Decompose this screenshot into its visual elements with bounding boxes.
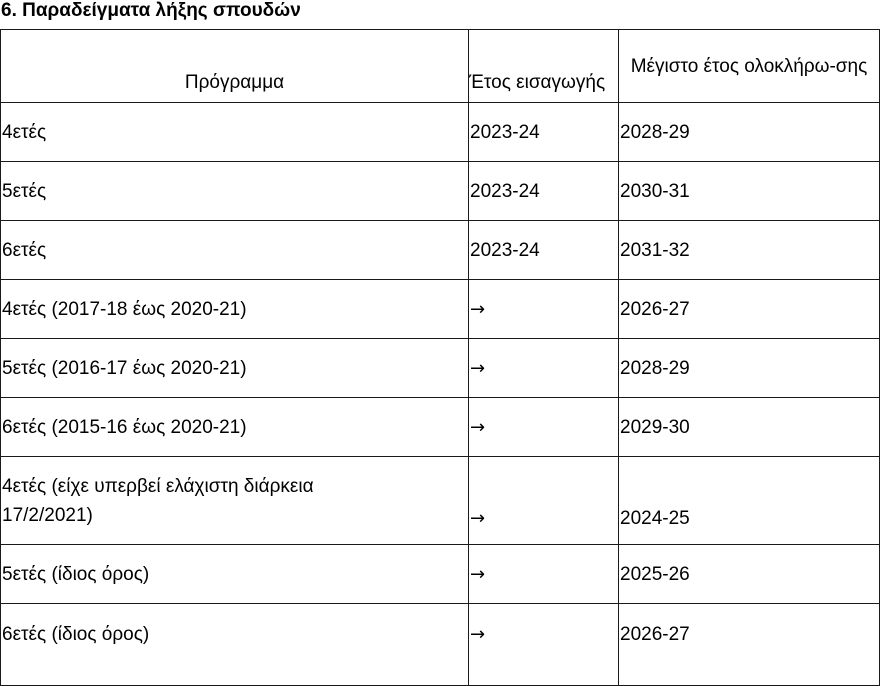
- right-arrow-icon: →: [470, 624, 486, 645]
- right-arrow-icon: →: [470, 357, 486, 379]
- max-year-cell: 2029-30: [619, 398, 880, 457]
- header-program: Πρόγραμμα: [1, 30, 469, 103]
- max-year-cell: 2026-27: [619, 604, 880, 686]
- program-cell: 5ετές: [1, 162, 469, 221]
- table-row: [1, 103, 880, 162]
- intake-year-cell: [469, 280, 619, 339]
- intake-year-cell: [469, 545, 619, 604]
- section-title: 6. Παραδείγματα λήξης σπουδών: [1, 0, 301, 21]
- table-row: [1, 221, 880, 280]
- max-year-cell: 2028-29: [619, 339, 880, 398]
- program-cell: 6ετές (ίδιος όρος): [1, 604, 469, 686]
- max-year-cell: 2028-29: [619, 103, 880, 162]
- table-row: [1, 457, 880, 545]
- header-max-completion-year: Μέγιστο έτος ολοκλήρω-σης: [619, 30, 880, 103]
- program-cell: 4ετές (2017-18 έως 2020-21): [1, 280, 469, 339]
- intake-year-cell: [469, 339, 619, 398]
- intake-year-cell: [469, 604, 619, 686]
- right-arrow-icon: →: [470, 563, 486, 585]
- program-cell: 4ετές: [1, 103, 469, 162]
- table-row: [1, 545, 880, 604]
- max-year-cell: 2031-32: [619, 221, 880, 280]
- right-arrow-icon: →: [470, 298, 486, 320]
- right-arrow-icon: →: [470, 508, 486, 529]
- program-cell: 6ετές (2015-16 έως 2020-21): [1, 398, 469, 457]
- program-cell: 6ετές: [1, 221, 469, 280]
- table-row: [1, 398, 880, 457]
- table-row: [1, 162, 880, 221]
- max-year-cell: 2024-25: [619, 457, 880, 545]
- intake-year-cell: 2023-24: [469, 162, 619, 221]
- intake-year-cell: 2023-24: [469, 103, 619, 162]
- max-year-cell: 2026-27: [619, 280, 880, 339]
- table-row: [1, 280, 880, 339]
- intake-year-cell: 2023-24: [469, 221, 619, 280]
- max-year-cell: 2030-31: [619, 162, 880, 221]
- program-cell: 5ετές (ίδιος όρος): [1, 545, 469, 604]
- max-year-cell: 2025-26: [619, 545, 880, 604]
- table-row: [1, 339, 880, 398]
- intake-year-cell: [469, 398, 619, 457]
- table-row: [1, 604, 880, 686]
- header-intake-year: Έτος εισαγωγής: [469, 30, 619, 103]
- table-header-row: [1, 30, 880, 103]
- right-arrow-icon: →: [470, 416, 486, 438]
- program-cell: 5ετές (2016-17 έως 2020-21): [1, 339, 469, 398]
- intake-year-cell: [469, 457, 619, 545]
- study-completion-table: [0, 29, 880, 686]
- program-cell: 4ετές (είχε υπερβεί ελάχιστη διάρκεια 17/2/2021): [1, 457, 469, 545]
